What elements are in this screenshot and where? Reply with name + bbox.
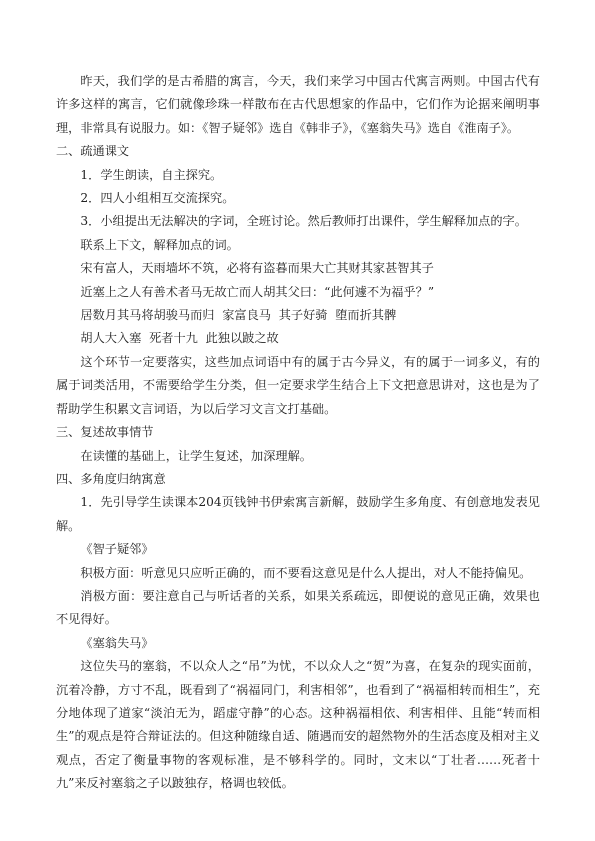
phrase-line: 胡人大入塞 死者十九 此独以跛之故: [80, 331, 279, 346]
story-title: 《智子疑邻》: [80, 542, 154, 557]
teaching-note: 这个环节一定要落实，这些加点词语中有的属于古今异义，有的属于一词多义，有的属于词类活用，不需要给学生分类，但一定要求学生结合上下文把意思讲对，这也是为了帮助学生积累文言词语，为以后学习文言文打基础。: [56, 354, 540, 416]
context-instruction: 联系上下文，解释加点的词。: [80, 237, 239, 252]
section-heading-clarify-text: 二、疏通课文: [56, 144, 130, 159]
story-analysis: 这位失马的塞翁，不以众人之“吊”为忧，不以众人之“贺”为喜，在复杂的现实面前，沉着冷静，方寸不乱，既看到了“祸福同门，利害相邻”，也看到了“祸福相转而相生”，充分地体现了道家“淡泊无为，蹈虚守静”的心态。这种祸福相依、利害相伴、且能“转而相生”的观点是符合辩证法的。但这种随缘自适、随遇而安的超然物外的生活态度及相对主义观点，否定了衡量事物的客观标准，是不够科学的。同时，文末以“丁壮者……死者十九”来反衬塞翁之子以跛独存，格调也较低。: [56, 659, 540, 791]
moral-item: 1．先引导学生读课本204页钱钟书伊索寓言新解，鼓励学生多角度、有创意地发表见解。: [56, 495, 540, 533]
document-page: [56, 70, 540, 796]
section-heading-retell: 三、复述故事情节: [56, 425, 154, 440]
intro-paragraph: 昨天，我们学的是古希腊的寓言，今天，我们来学习中国古代寓言两则。中国古代有许多这样的寓言，它们就像珍珠一样散布在古代思想家的作品中，它们作为论据来阐明事理，非常具有说服力。如：《智子疑邻》选自《韩非子》，《塞翁失马》选自《淮南子》。: [56, 74, 540, 135]
section-heading-moral: 四、多角度归纳寓意: [56, 471, 166, 486]
story-title: 《塞翁失马》: [80, 635, 154, 650]
retell-body: 在读懂的基础上，让学生复述，加深理解。: [80, 448, 312, 463]
phrase-line: 宋有富人，天雨墙坏不筑，必将有盗暮而果大亡其财其家甚智其子: [80, 261, 434, 276]
positive-aspect: 积极方面：听意见只应听正确的，而不要看这意见是什么人提出，对人不能持偏见。: [80, 565, 532, 580]
step-item: 2．四人小组相互交流探究。: [80, 191, 235, 206]
phrase-line: 近塞上之人有善术者马无故亡而人胡其父曰：“此何遽不为福乎？”: [80, 284, 435, 299]
step-item: 3．小组提出无法解决的字词，全班讨论。然后教师打出课件，学生解释加点的字。: [80, 214, 527, 229]
negative-aspect: 消极方面：要注意自己与听话者的关系，如果关系疏远，即便说的意见正确，效果也不见得好。: [56, 588, 540, 627]
step-item: 1．学生朗读，自主探究。: [80, 167, 223, 182]
phrase-line: 居数月其马将胡骏马而归 家富良马 其子好骑 堕而折其髀: [80, 308, 397, 323]
